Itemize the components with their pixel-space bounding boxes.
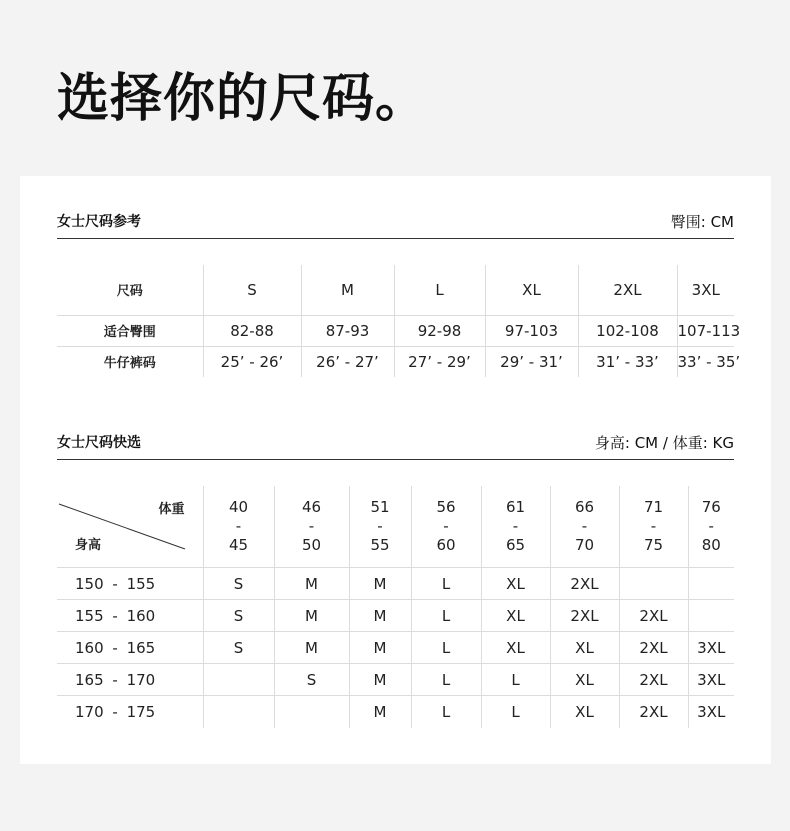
weight-header: 40 - 45 xyxy=(203,486,274,568)
table-cell: 33’ - 35’ xyxy=(677,346,734,377)
size-reference-table xyxy=(57,265,741,377)
table-cell: XL xyxy=(550,664,619,696)
table-cell: 87-93 xyxy=(301,315,394,346)
weight-header: 61 - 65 xyxy=(481,486,550,568)
section-header-quick-select xyxy=(57,430,734,460)
table-cell: L xyxy=(411,632,481,664)
table-cell: S xyxy=(203,632,274,664)
height-range: 150 - 155 xyxy=(57,568,203,600)
size-header: XL xyxy=(485,265,578,315)
table-cell: L xyxy=(411,600,481,632)
table-cell: S xyxy=(274,664,349,696)
table-row xyxy=(57,346,734,377)
table-cell: 2XL xyxy=(550,600,619,632)
table-cell: 82-88 xyxy=(203,315,301,346)
table-cell: M xyxy=(349,696,411,728)
table-cell: 2XL xyxy=(619,632,688,664)
table-cell: 3XL xyxy=(688,664,734,696)
table-cell: 29’ - 31’ xyxy=(485,346,578,377)
height-range: 165 - 170 xyxy=(57,664,203,696)
table-cell xyxy=(274,696,349,728)
table-cell xyxy=(203,664,274,696)
table-cell: M xyxy=(349,600,411,632)
section-header-reference xyxy=(57,209,734,239)
size-chart-card xyxy=(20,176,771,764)
table-cell xyxy=(619,568,688,600)
header-label: 尺码 xyxy=(116,284,143,300)
section-unit: 身高: CM / 体重: KG xyxy=(594,434,734,452)
table-cell: 2XL xyxy=(619,600,688,632)
table-cell: XL xyxy=(481,600,550,632)
table-cell: M xyxy=(349,568,411,600)
section-unit: 臀围: CM xyxy=(670,213,734,231)
table-cell: L xyxy=(411,664,481,696)
table-cell: 2XL xyxy=(619,664,688,696)
table-cell: 97-103 xyxy=(485,315,578,346)
table-cell: L xyxy=(481,696,550,728)
weight-header: 76 - 80 xyxy=(688,486,734,568)
table-cell: 2XL xyxy=(619,696,688,728)
table-cell: 3XL xyxy=(688,632,734,664)
table-row xyxy=(57,315,734,346)
diagonal-header-cell xyxy=(57,486,203,568)
size-header: M xyxy=(301,265,394,315)
table-row xyxy=(57,632,734,664)
table-cell: M xyxy=(274,568,349,600)
size-header: 3XL xyxy=(677,265,734,315)
height-range: 160 - 165 xyxy=(57,632,203,664)
row-label: 牛仔裤码 xyxy=(57,346,203,377)
table-cell: 3XL xyxy=(688,696,734,728)
table-cell: M xyxy=(349,664,411,696)
weight-header: 71 - 75 xyxy=(619,486,688,568)
table-cell xyxy=(688,600,734,632)
table-row xyxy=(57,600,734,632)
table-cell: L xyxy=(481,664,550,696)
table-cell: 102-108 xyxy=(578,315,677,346)
table-cell xyxy=(688,568,734,600)
table-header-row xyxy=(57,486,734,568)
table-cell: XL xyxy=(481,568,550,600)
height-range: 155 - 160 xyxy=(57,600,203,632)
table-cell: 31’ - 33’ xyxy=(578,346,677,377)
page-title: 选择你的尺码。 xyxy=(57,69,429,129)
table-cell: 27’ - 29’ xyxy=(394,346,485,377)
table-cell: 107-113 xyxy=(677,315,734,346)
weight-label: 体重 xyxy=(158,502,185,517)
table-cell: S xyxy=(203,600,274,632)
table-cell: XL xyxy=(550,632,619,664)
weight-header: 46 - 50 xyxy=(274,486,349,568)
table-cell: XL xyxy=(481,632,550,664)
height-range: 170 - 175 xyxy=(57,696,203,728)
size-quick-select-table xyxy=(57,486,734,728)
weight-header: 66 - 70 xyxy=(550,486,619,568)
table-header-row xyxy=(57,265,734,315)
table-cell: M xyxy=(349,632,411,664)
table-cell: 25’ - 26’ xyxy=(203,346,301,377)
table-cell xyxy=(203,696,274,728)
size-header: S xyxy=(203,265,301,315)
size-header: 2XL xyxy=(578,265,677,315)
table-row xyxy=(57,696,734,728)
table-cell: M xyxy=(274,632,349,664)
table-row xyxy=(57,664,734,696)
table-row xyxy=(57,568,734,600)
table-cell: 26’ - 27’ xyxy=(301,346,394,377)
weight-header: 51 - 55 xyxy=(349,486,411,568)
table-cell: L xyxy=(411,568,481,600)
table-cell: XL xyxy=(550,696,619,728)
table-cell: 2XL xyxy=(550,568,619,600)
row-label: 适合臀围 xyxy=(57,315,203,346)
weight-header: 56 - 60 xyxy=(411,486,481,568)
table-cell: L xyxy=(411,696,481,728)
height-label: 身高 xyxy=(75,538,102,553)
section-title: 女士尺码参考 xyxy=(57,214,141,230)
table-cell: 92-98 xyxy=(394,315,485,346)
size-header: L xyxy=(394,265,485,315)
table-cell: M xyxy=(274,600,349,632)
section-title: 女士尺码快选 xyxy=(57,435,141,451)
table-cell: S xyxy=(203,568,274,600)
